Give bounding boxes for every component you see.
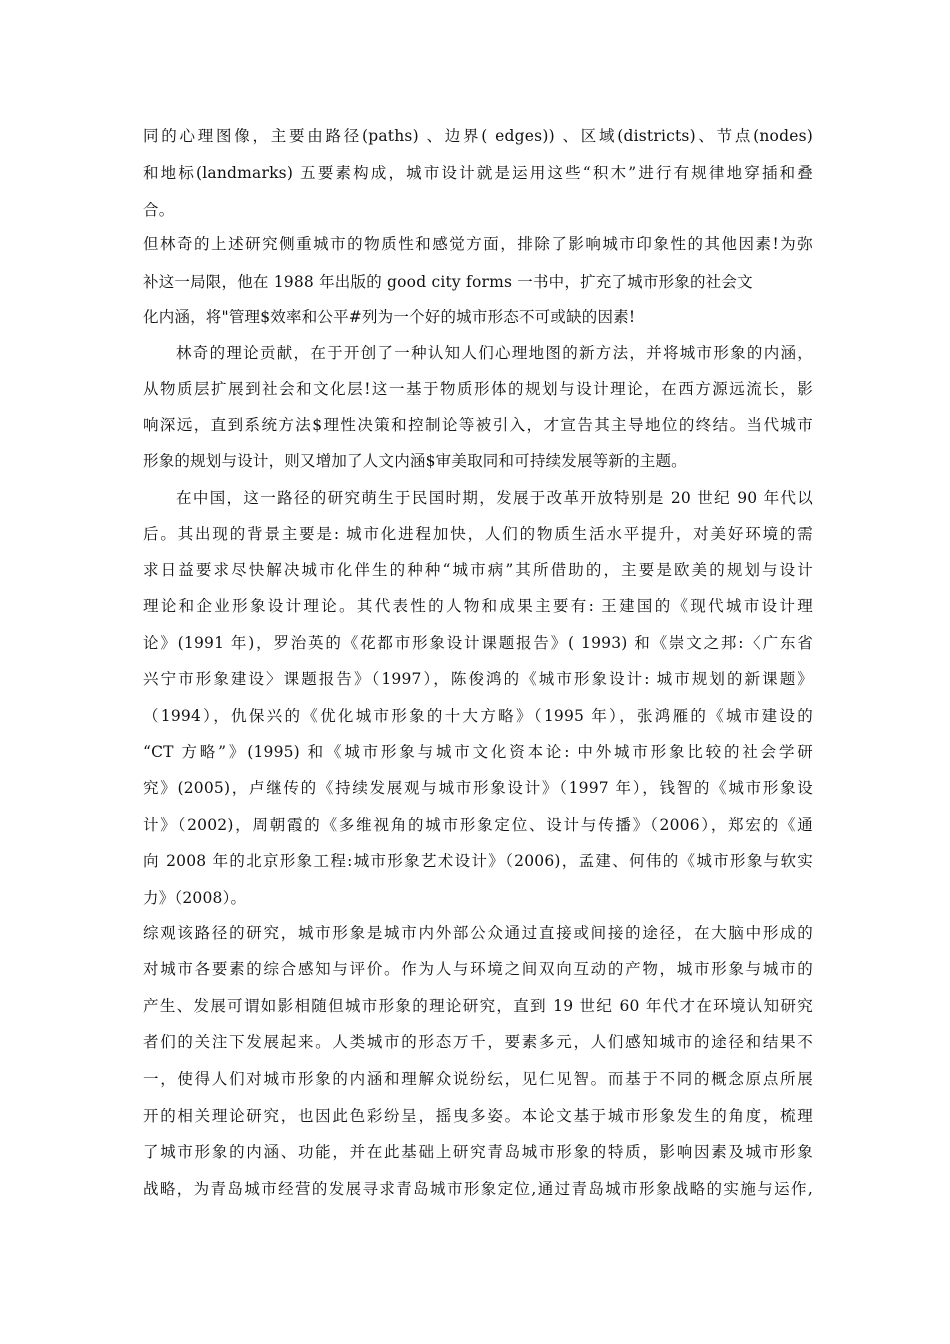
text-line: 响深远，直到系统方法$理性决策和控制论等被引入，才宣告其主导地位的终结。当代城市: [143, 416, 813, 434]
text-line: 和地标(landmarks) 五要素构成，城市设计就是运用这些“积木”进行有规律地穿插和叠: [143, 164, 813, 182]
text-line: 兴宁市形象建设〉课题报告》（1997），陈俊鸿的《城市形象设计: 城市规划的新课题》: [143, 670, 813, 688]
text-line: 开的相关理论研究，也因此色彩纷呈，摇曳多姿。本论文基于城市形象发生的角度，梳理: [143, 1107, 813, 1125]
text-line: 产生、发展可谓如影相随但城市形象的理论研究，直到 19 世纪 60 年代才在环境认知研究: [143, 997, 813, 1015]
text-line: 了城市形象的内涵、功能，并在此基础上研究青岛城市形象的特质，影响因素及城市形象: [143, 1143, 813, 1161]
text-line: 从物质层扩展到社会和文化层!这一基于物质形体的规划与设计理论，在西方源远流长，影: [143, 380, 813, 398]
text-line: （1994），仇保兴的《优化城市形象的十大方略》（1995 年），张鸿雁的《城市建设的: [143, 707, 813, 725]
text-line: 同的心理图像，主要由路径(paths) 、边界( edges)) 、区域(districts)、节点(nodes): [143, 127, 813, 145]
text-line: 在中国，这一路径的研究萌生于民国时期，发展于改革开放特别是 20 世纪 90 年代以: [176, 489, 813, 507]
text-line: 论》(1991 年)，罗治英的《花都市形象设计课题报告》( 1993) 和《崇文之邦:〈广东省: [143, 634, 813, 652]
text-line: 化内涵，将"管理$效率和公平#列为一个好的城市形态不可或缺的因素!: [143, 308, 636, 326]
text-line: 理论和企业形象设计理论。其代表性的人物和成果主要有: 王建国的《现代城市设计理: [143, 597, 813, 615]
text-line: 形象的规划与设计，则又增加了人文内涵$审美取同和可持续发展等新的主题。: [143, 452, 687, 470]
text-line: 战略，为青岛城市经营的发展寻求青岛城市形象定位,通过青岛城市形象战略的实施与运作,: [143, 1180, 813, 1198]
text-line: “CT 方略”》(1995) 和《城市形象与城市文化资本论: 中外城市形象比较的社会学研: [143, 743, 813, 761]
text-line: 但林奇的上述研究侧重城市的物质性和感觉方面，排除了影响城市印象性的其他因素!为弥: [143, 235, 813, 253]
text-line: 求日益要求尽快解决城市化伴生的种种“城市病”其所借助的，主要是欧美的规划与设计: [143, 561, 813, 579]
text-line: 者们的关注下发展起来。人类城市的形态万千，要素多元，人们感知城市的途径和结果不: [143, 1033, 813, 1051]
text-line: 究》(2005)，卢继传的《持续发展观与城市形象设计》（1997 年），钱智的《城市形象设: [143, 779, 813, 797]
text-line: 一，使得人们对城市形象的内涵和理解众说纷纭，见仁见智。而基于不同的概念原点所展: [143, 1070, 813, 1088]
text-line: 补这一局限，他在 1988 年出版的 good city forms 一书中，扩充了城市形象的社会文: [143, 273, 753, 291]
text-line: 后。其出现的背景主要是: 城市化进程加快，人们的物质生活水平提升，对美好环境的需: [143, 525, 813, 543]
text-line: 向 2008 年的北京形象工程:城市形象艺术设计》（2006)，孟建、何伟的《城市形象与软实: [143, 852, 813, 870]
text-line: 计》（2002)，周朝霞的《多维视角的城市形象定位、设计与传播》（2006），郑宏的《通: [143, 816, 813, 834]
text-line: 综观该路径的研究，城市形象是城市内外部公众通过直接或间接的途径，在大脑中形成的: [143, 924, 813, 942]
text-line: 力》（2008）。: [143, 889, 247, 907]
text-line: 林奇的理论贡献，在于开创了一种认知人们心理地图的新方法，并将城市形象的内涵，: [176, 344, 813, 362]
text-line: 合。: [143, 201, 175, 219]
text-line: 对城市各要素的综合感知与评价。作为人与环境之间双向互动的产物，城市形象与城市的: [143, 960, 813, 978]
